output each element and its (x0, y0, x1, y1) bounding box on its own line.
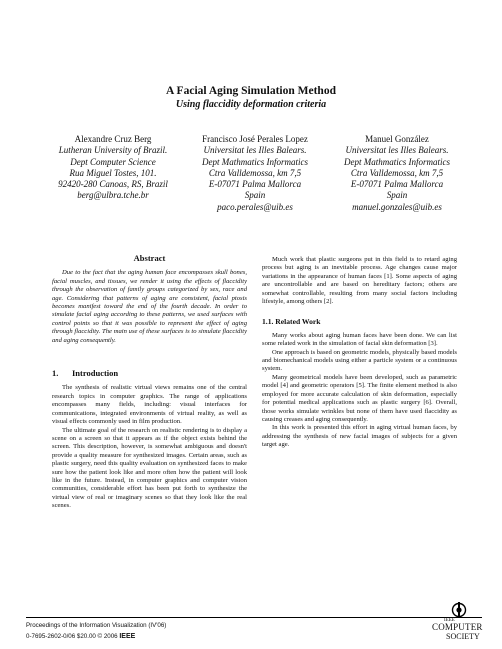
author-address: Rua Miguel Tostes, 101. (69, 167, 157, 178)
author-email: paco.perales@uib.es (217, 201, 293, 212)
logo-line-computer: COMPUTER (432, 622, 483, 632)
related-paragraph-4: In this work is presented this effort in aging virtual human faces, by addressing the synthesis of new facial images of subjects for a given target age. (262, 424, 457, 449)
title-block (0, 84, 502, 111)
abstract-heading: Abstract (133, 253, 166, 263)
footer-isbn-line (26, 631, 166, 642)
section-heading-introduction (52, 369, 247, 377)
footer (26, 620, 166, 642)
logo-line-ieee: IEEE (444, 618, 455, 623)
author-department: Dept Mathmatics Informatics (202, 156, 308, 167)
related-paragraph-2: One approach is based on geometric models, physically based models and biomechanical models using either a particle system or a continuous system. (262, 348, 457, 373)
logo-line-society: SOCIETY (446, 632, 480, 641)
author-name: Alexandre Cruz Berg (74, 134, 152, 144)
ieee-computer-society-logo (432, 602, 490, 642)
author-address: Ctra Valldemossa, km 7,5 (350, 167, 444, 178)
author-country: Spain (244, 190, 266, 201)
section-title: Introduction (72, 368, 119, 379)
related-paragraph-1: Many works about aging human faces have been done. We can list some related work in the simulation of facial skin deformation [3]. (262, 331, 457, 348)
author-city: E-07071 Palma Mallorca (350, 179, 444, 190)
author-email: manuel.gonzales@uib.es (352, 201, 442, 212)
subsection-heading-related-work: 1.1. Related Work (262, 317, 321, 327)
intro-paragraph-2-text: The ultimate goal of the research on realistic rendering is to display a scene on a screen so that it appears as if the object exists behind the screen. This description, however, is somewhat ambiguous and doesn't provide a quality measure for synthesized images. Certain areas, such as plastic surgery, need this quality evaluation on synthesized faces to make sure how the patient look like and more often how the patient will look like in the future. Instead, in computer graphics and computer vision communities, considerable effort has been put forth to synthesize the virtual view of real or imaginary scenes so that they look like the real scenes. (52, 426, 247, 510)
author-name: Francisco José Perales Lopez (202, 134, 308, 144)
author-affiliation: Universitat les Illes Balears. (203, 145, 307, 156)
section-number: 1. (52, 368, 59, 379)
author-city: 92420-280 Canoas, RS, Brazil (58, 179, 168, 190)
author-city: E-07071 Palma Mallorca (208, 179, 302, 190)
author-affiliation: Universitat les Illes Balears. (345, 145, 449, 156)
abstract-body (52, 269, 247, 345)
author-3 (329, 134, 465, 213)
footer-isbn: 0-7695-2602-0/06 $20.00 © 2006 (26, 633, 118, 640)
footer-ieee: IEEE (119, 633, 136, 640)
intro-paragraph-3: Much work that plastic surgeons put in this field is to retard aging process but aging is an inevitable process. Age changes cause major variations in the appearance of human faces [1]. Some aspects of aging are uncontrollable and are based on hereditary factors; others are somewhat controllable, resulting from many social factors including lifestyle, among others [2]. (262, 256, 457, 306)
left-column (52, 254, 247, 511)
right-column (262, 256, 457, 450)
footer-divider (26, 617, 482, 618)
intro-paragraph-2 (52, 427, 247, 511)
author-department: Dept Computer Science (70, 156, 156, 167)
author-email: berg@ulbra.tche.br (77, 190, 149, 201)
author-affiliation: Lutheran University of Brazil. (58, 145, 168, 156)
author-1 (45, 134, 181, 213)
paper-subtitle: Using flaccidity deformation criteria (175, 99, 327, 110)
author-2 (187, 134, 323, 213)
footer-proceedings: Proceedings of the Information Visualization (IV'06) (26, 622, 167, 629)
related-paragraph-3: Many geometrical models have been developed, such as parametric model [4] and geometric operators [5]. The finite element method is also employed for more accurate calculation of skin deformation, especially for potential medical applications such as plastic surgery [6]. Overall, those works simulate wrinkles but none of them have used flaccidity as causing creases and aging consequently. (262, 373, 457, 423)
author-list (45, 134, 465, 213)
author-name: Manuel González (365, 134, 429, 144)
ieee-logo-icon (450, 602, 468, 618)
author-address: Ctra Valldemossa, km 7,5 (208, 167, 302, 178)
intro-paragraph-1: The synthesis of realistic virtual views remains one of the central research topics in computer graphics. The range of applications encompasses many fields, including: visual interfaces for communications, integrated environments of virtual reality, as well as visual effects commonly used in film production. (52, 384, 247, 426)
author-department: Dept Mathmatics Informatics (344, 156, 450, 167)
author-country: Spain (386, 190, 408, 201)
abstract-text: Due to the fact that the aging human face encompasses skull bones, facial muscles, and tissues, we render it using the effects of flaccidity through the observation of family groups categorized by sex, race and age. Considering that patterns of aging are consistent, facial ptosis becomes manifest toward the end of the fourth decade. In order to simulate facial aging according to these patterns, we used surfaces with control points so that it was possible to represent the effect of aging through flaccidity. The main use of these surfaces is to simulate flaccidity and aging consequently. (52, 269, 247, 344)
paper-title: A Facial Aging Simulation Method (166, 85, 336, 97)
